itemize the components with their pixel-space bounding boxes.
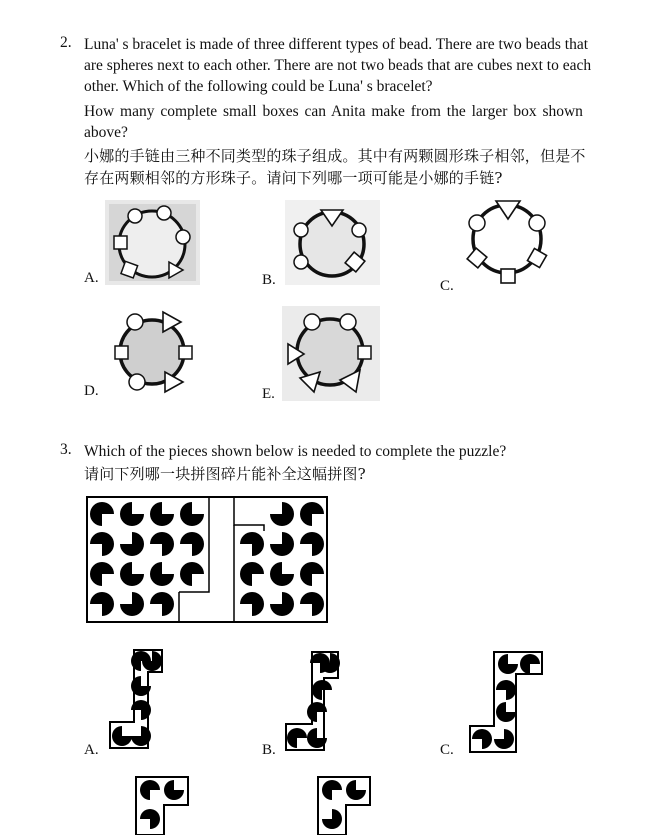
q2-text-line-2: are spheres next to each other. There are not two beads that are cubes next to each: [84, 57, 592, 74]
q2-text-line-1: Luna' s bracelet is made of three different types of bead. There are two beads that: [84, 36, 589, 53]
question-2-number: 2.: [60, 34, 72, 51]
puzzle-piece-option-a[interactable]: [108, 648, 164, 753]
pacman-shape: [312, 680, 332, 700]
q2-chinese-line-2: 存在两颗相邻的方形珠子。请问下列哪一项可能是小娜的手链?: [84, 169, 503, 187]
q2-chinese-line-1: 小娜的手链由三种不同类型的珠子组成。其中有两颗圆形珠子相邻，但是不: [84, 147, 586, 165]
piece-option-c-label: C.: [440, 742, 454, 758]
q2-text-line-4: How many complete small boxes can Anita make from the larger box shown: [84, 103, 583, 120]
puzzle-piece-option-d[interactable]: [108, 775, 198, 835]
bracelet-option-c[interactable]: [460, 195, 555, 290]
piece-option-a-label: A.: [84, 742, 99, 758]
piece-option-b-label: B.: [262, 742, 276, 758]
option-c-label: C.: [440, 278, 454, 294]
option-e-label: E.: [262, 386, 275, 402]
puzzle-piece-option-b[interactable]: [284, 650, 340, 755]
q3-text-line-1: Which of the pieces shown below is needed to complete the puzzle?: [84, 443, 507, 460]
q2-text-line-5: above?: [84, 124, 128, 141]
bracelet-option-d[interactable]: [105, 308, 200, 398]
puzzle-piece-option-e[interactable]: [290, 775, 380, 835]
puzzle-figure: [86, 496, 330, 626]
puzzle-piece-option-c[interactable]: [462, 648, 548, 758]
bracelet-option-e[interactable]: [282, 306, 380, 401]
question-3-number: 3.: [60, 441, 72, 458]
option-d-label: D.: [84, 383, 99, 399]
bracelet-option-b[interactable]: [285, 200, 380, 285]
q3-chinese-line-1: 请问下列哪一块拼图碎片能补全这幅拼图?: [84, 465, 366, 483]
option-b-label: B.: [262, 272, 276, 288]
q2-text-line-3: other. Which of the following could be Luna' s bracelet?: [84, 78, 433, 95]
bracelet-option-a[interactable]: [105, 200, 200, 285]
option-a-label: A.: [84, 270, 99, 286]
